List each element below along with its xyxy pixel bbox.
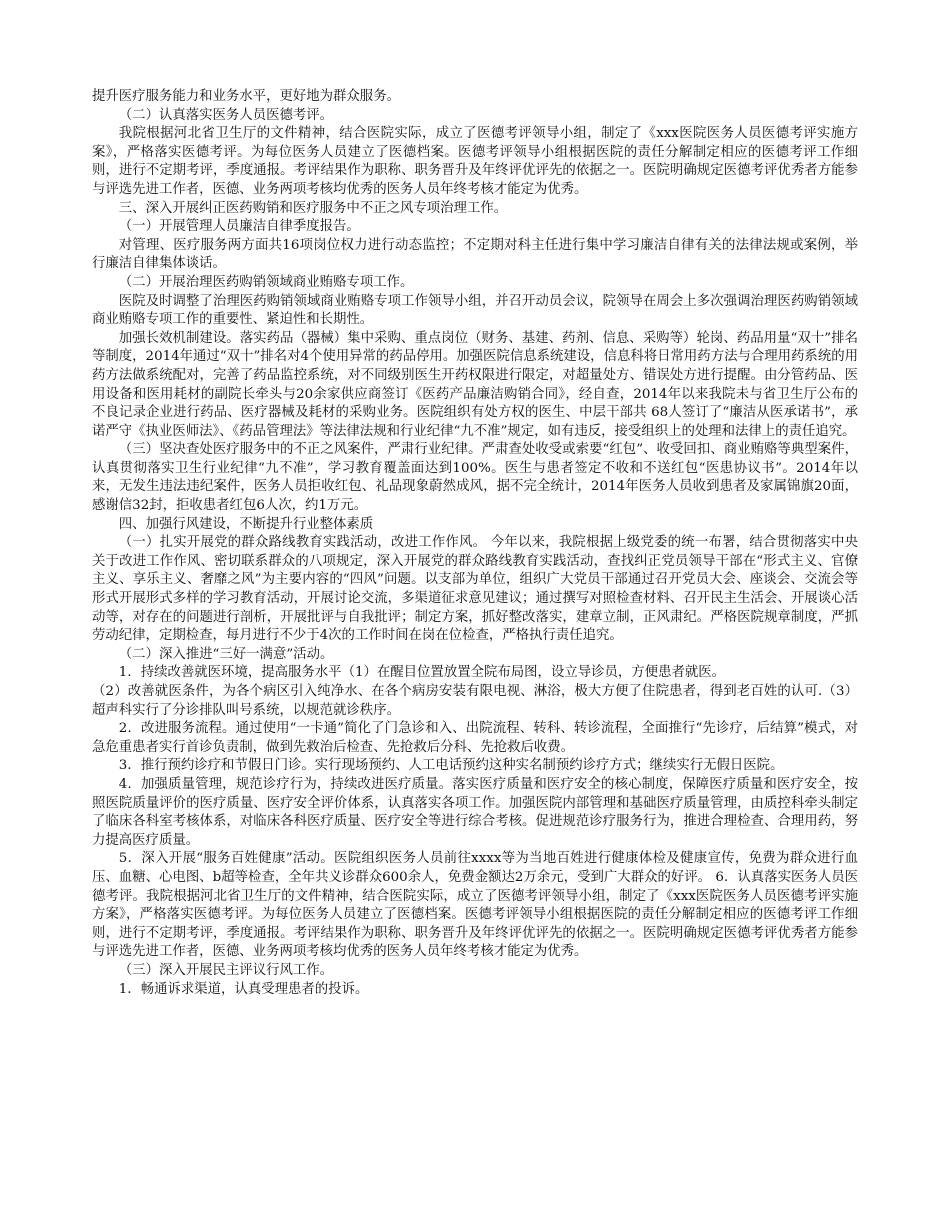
paragraph: 我院根据河北省卫生厅的文件精神，结合医院实际，成立了医德考评领导小组，制定了《xxx医院医务人员医德考评实施方案》，严格落实医德考评。为每位医务人员建立了医德档案。医德考评领导小组根据医院的责任分解制定相应的医德考评工作细则，进行不定期考评，季度通报。考评结果作为职称、职务晋升及年终评优评先的依据之一。医院明确规定医德考评优秀者方能参与评选先进工作者，医德、业务两项考核均优秀的医务人员年终考核才能定为优秀。 <box>92 126 858 197</box>
paragraph: （二）深入推进“三好一满意”活动。 <box>118 646 334 662</box>
paragraph: （2）改善就医条件，为各个病区引入纯净水、在各个病房安装有限电视、淋浴，极大方便了住院患者，得到老百姓的认可.（3）超声科实行了分诊排队叫号系统，以规范就诊秩序。 <box>92 684 858 718</box>
paragraph: 1．持续改善就医环境，提高服务水平（1）在醒目位置放置全院布局图，设立导诊员，方便患者就医。 <box>118 665 726 681</box>
paragraph: 1．畅通诉求渠道，认真受理患者的投诉。 <box>118 981 369 997</box>
paragraph: 2．改进服务流程。通过使用“一卡通”简化了门急诊和入、出院流程、转科、转诊流程，全面推行“先诊疗，后结算”模式，对急危重患者实行首诊负责制，做到先救治后检查、先抢救后分科、先抢救后收费。 <box>92 721 858 755</box>
paragraph: 三、深入开展纠正医药购销和医疗服务中不正之风专项治理工作。 <box>118 200 508 216</box>
paragraph: 5．深入开展“服务百姓健康”活动。医院组织医务人员前往xxxx等为当地百姓进行健康体检及健康宣传，免费为群众进行血压、血糖、心电图、b超等检查，全年共义诊群众600余人，免费金额达2万余元，受到广大群众的好评。 6．认真落实医务人员医德考评。我院根据河北省卫生厅的文件精神，结合医院实际，成立了医德考评领导小组，制定了《xxx医院医务人员医德考评实施方案》，严格落实医德考评。为每位医务人员建立了医德档案。医德考评领导小组根据医院的责任分解制定相应的医德考评工作细则，进行不定期考评，季度通报。考评结果作为职称、职务晋升及年终评优评先的依据之一。医院明确规定医德考评优秀者方能参与评选先进工作者，医德、业务两项考核均优秀的医务人员年终考核才能定为优秀。 <box>92 851 858 960</box>
paragraph: 提升医疗服务能力和业务水平，更好地为群众服务。 <box>92 89 400 104</box>
paragraph: （一）扎实开展党的群众路线教育实践活动，改进工作作风。 今年以来，我院根据上级党委的统一布署，结合贯彻落实中央关于改进工作作风、密切联系群众的八项规定，深入开展党的群众路线教育实践活动，查找纠正党员领导干部在“形式主义、官僚主义、享乐主义、奢靡之风”为主要内容的“四风”问题。以支部为单位，组织广大党员干部通过召开党员大会、座谈会、交流会等形式开展形式多样的学习教育活动，开展讨论交流，多渠道征求意见建议；通过撰写对照检查材料、召开民主生活会、开展谈心活动等，对存在的问题进行剖析，开展批评与自我批评；制定方案，抓好整改落实，建章立制，正风肃纪。严格医院规章制度，严抓劳动纪律，定期检查，每月进行不少于4次的工作时间在岗在位检查，严格执行责任追究。 <box>92 535 858 644</box>
paragraph: 四、加强行风建设，不断提升行业整体素质 <box>118 516 374 532</box>
paragraph: 医院及时调整了治理医药购销领域商业贿赂专项工作领导小组，并召开动员会议，院领导在周会上多次强调治理医药购销领域商业贿赂专项工作的重要性、紧迫性和长期性。 <box>92 293 858 328</box>
paragraph: 对管理、医疗服务两方面共16项岗位权力进行动态监控；不定期对科主任进行集中学习廉洁自律有关的法律法规或案例，举行廉洁自律集体谈话。 <box>92 237 858 272</box>
paragraph: 加强长效机制建设。落实药品（器械）集中采购、重点岗位（财务、基建、药剂、信息、采购等）轮岗、药品用量“双十”排名等制度，2014年通过“双十”排名对4个使用异常的药品停用。加强医院信息系统建设，信息科将日常用药方法与合理用药系统的用药方法做系统配对，完善了药品监控系统，对不同级别医生开药权限进行限定，对超量处方、错误处方进行提醒。由分管药品、医用设备和医用耗材的副院长牵头与20余家供应商签订《医药产品廉洁购销合同》，经自查，2014年以来我院未与省卫生厅公布的不良记录企业进行药品、医疗器械及耗材的采购业务。医院组织有处方权的医生、中层干部共 68人签订了“廉洁从医承诺书”，承诺严守《执业医师法》、《药品管理法》等法律法规和行业纪律“九不准”规定，如有违反，接受组织上的处理和法律上的责任追究。 <box>92 330 858 439</box>
paragraph: （二）认真落实医务人员医德考评。 <box>118 107 334 123</box>
paragraph: （一）开展管理人员廉洁自律季度报告。 <box>118 219 360 235</box>
document-body <box>92 88 858 999</box>
paragraph: 4．加强质量管理，规范诊疗行为，持续改进医疗质量。落实医疗质量和医疗安全的核心制度，保障医疗质量和医疗安全，按照医院质量评价的医疗质量、医疗安全评价体系，认真落实各项工作。加强医院内部管理和基础医疗质量管理，由质控科牵头制定了临床各科室考核体系，对临床各科医疗质量、医疗安全等进行综合考核。促进规范诊疗服务行为，推进合理检查、合理用药，努力提高医疗质量。 <box>92 776 858 848</box>
paragraph: （三）坚决查处医疗服务中的不正之风案件，严肃行业纪律。严肃查处收受或索要“红包”、收受回扣、商业贿赂等典型案件，认真贯彻落实卫生行业纪律“九不准”，学习教育覆盖面达到100%。医生与患者签定不收和不送红包“医患协议书”。2014年以来，无发生违法违纪案件，医务人员拒收红包、礼品现象蔚然成风，据不完全统计，2014年医务人员收到患者及家属锦旗20面，感谢信32封，拒收患者红包6人次，约1万元。 <box>92 442 858 514</box>
paragraph: （二）开展治理医药购销领域商业贿赂专项工作。 <box>118 274 414 290</box>
paragraph: 3．推行预约诊疗和节假日门诊。实行现场预约、人工电话预约这种实名制预约诊疗方式；继续实行无假日医院。 <box>118 758 784 774</box>
paragraph: （三）深入开展民主评议行风工作。 <box>118 962 334 978</box>
